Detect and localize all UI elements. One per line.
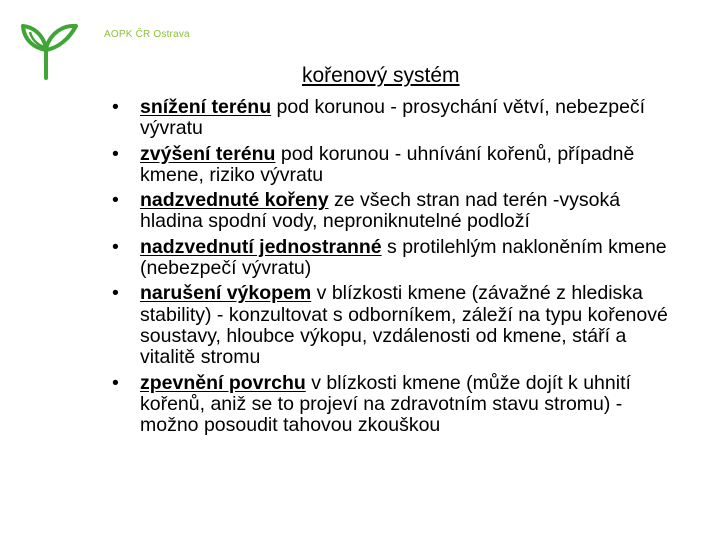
bullet-item xyxy=(112,144,672,187)
organization-label: AOPK ČR Ostrava xyxy=(104,29,190,40)
bullet-marker: • xyxy=(112,282,119,305)
bullet-term: nadzvednutí jednostranné xyxy=(140,235,382,258)
bullet-text: pod korunou - prosychání větví, nebezpečí vývratu xyxy=(140,96,646,140)
bullet-item xyxy=(112,237,672,280)
bullet-term: zpevnění povrchu xyxy=(140,371,306,394)
bullet-marker: • xyxy=(112,371,119,394)
bullet-list xyxy=(112,97,672,440)
bullet-text: v blízkosti kmene (může dojít k uhnití kořenů, aniž se to projeví na zdravotním stavu stromu) - možno posoudit tahovou zkouškou xyxy=(140,371,631,437)
bullet-item xyxy=(112,97,672,140)
bullet-term: narušení výkopem xyxy=(140,282,312,305)
bullet-marker: • xyxy=(112,96,119,118)
bullet-item xyxy=(112,190,672,233)
bullet-marker: • xyxy=(112,189,119,212)
bullet-marker: • xyxy=(112,142,119,165)
bullet-text: v blízkosti kmene (závažné z hlediska stability) - konzultovat s odborníkem, záleží na typu kořenové soustavy, hloubce výkopu, vzdálenosti od kmene, stáří a vitalitě stromu xyxy=(140,282,668,369)
bullet-term: snížení terénu xyxy=(140,96,272,118)
bullet-text: ze všech stran nad terén -vysoká hladina spodní vody, neproniknutelné podloží xyxy=(140,189,621,233)
bullet-item xyxy=(112,373,672,437)
plant-sprout-logo-icon xyxy=(20,18,80,80)
bullet-item xyxy=(112,283,672,368)
bullet-text: pod korunou - uhnívání kořenů, případně kmene, riziko vývratu xyxy=(140,142,635,186)
bullet-term: zvýšení terénu xyxy=(140,142,276,165)
bullet-term: nadzvednuté kořeny xyxy=(140,189,329,212)
slide-title: kořenový systém xyxy=(302,64,460,87)
bullet-marker: • xyxy=(112,235,119,258)
bullet-text: s protilehlým nakloněním kmene (nebezpečí vývratu) xyxy=(140,235,667,280)
